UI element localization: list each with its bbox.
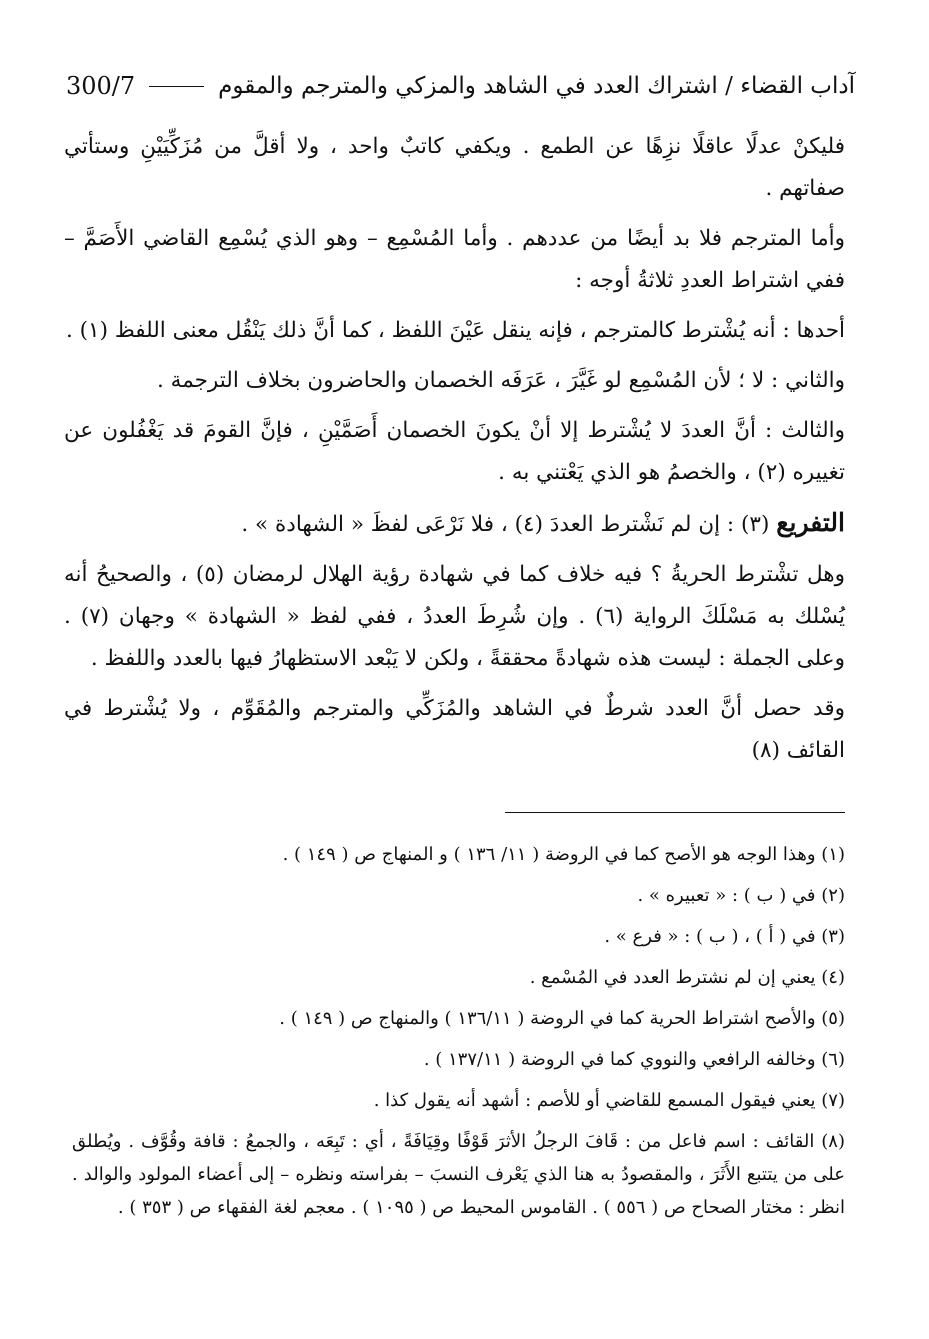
paragraph-4: والثاني : لا ؛ لأن المُسْمِع لو غَيَّرَ ، عَرَفَه الخصمان والحاضرون بخلاف الترجمة . [157, 368, 845, 393]
footnote-6: (٦) وخالفه الرافعي والنووي كما في الروضة ( ١٣٧/١١ ) . [423, 1049, 845, 1070]
paragraph-3: أحدها : أنه يُشْترط كالمترجم ، فإنه ينقل عَيْنَ اللفظ ، كما أنَّ ذلك يَنْقُل معنى اللفظ (١) . [65, 318, 845, 343]
paragraph-8: وقد حصل أنَّ العدد شرطٌ في الشاهد والمُزَكِّي والمترجم والمُقَوِّم ، ولا يُشْترط في القائف (٨) [64, 696, 845, 763]
paragraph-6 [64, 502, 845, 546]
footnote-7: (٧) يعني فيقول المسمع للقاضي أو للأصم : أشهد أنه يقول كذا . [373, 1090, 845, 1111]
paragraph-5: والثالث : أنَّ العددَ لا يُشْترط إلا أنْ يكونَ الخصمان أَصَمَّيْنِ ، فإنَّ القومَ قد يَغْفُلون عن تغييره (٢) ، والخصمُ هو الذي يَعْتني به . [64, 418, 845, 485]
paragraph-2: وأما المترجم فلا بد أيضًا من عددهم . وأما المُسْمِع – وهو الذي يُسْمِع القاضي الأَصَمَّ – ففي اشتراط العددِ ثلاثةُ أوجه : [64, 226, 845, 293]
footnote-8: (٨) القائف : اسم فاعل من : قَافَ الرجلُ الأثرَ قَوْفًا وقِيَافَةً ، أي : تَبِعَه ، والجمعُ : قافة وقُوَّف . ويُطلق على من يتتبع الأَثَرَ ، والمقصودُ به هنا الذي يَعْرف النسبَ – بفراسته ونظره – إلى أعضاء المولود والوالد . انظر : مختار الصحاح ص ( ٥٥٦ ) . القاموس المحيط ص ( ١٠٩٥ ) . معجم لغة الفقهاء ص ( ٣٥٣ ) . [72, 1131, 845, 1218]
running-header [66, 66, 855, 106]
paragraph-1: فليكنْ عدلًا عاقلًا نزِهًا عن الطمع . ويكفي كاتبٌ واحد ، ولا أقلَّ من مُزَكِّيَيْنِ وستأتي صفاتهم . [64, 134, 845, 201]
footnote-1: (١) وهذا الوجه هو الأصح كما في الروضة ( ١١/ ١٣٦ ) و المنهاج ص ( ١٤٩ ) . [282, 844, 845, 865]
page-number: 300/7 [66, 72, 136, 100]
footnote-4: (٤) يعني إن لم نشترط العدد في المُسْمع . [529, 967, 845, 988]
running-title: آداب القضاء / اشتراك العدد في الشاهد والمزكي والمترجم والمقوم [218, 73, 855, 99]
footnote-3: (٣) في ( أ ) ، ( ب ) : « فرع » . [604, 926, 845, 947]
paragraph-6-text: (٣) : إن لم نَشْترط العددَ (٤) ، فلا نَرْعَى لفظَ « الشهادة » . [241, 512, 777, 537]
footnote-5: (٥) والأصح اشتراط الحرية كما في الروضة ( ١٣٦/١١ ) والمنهاج ص ( ١٤٩ ) . [279, 1008, 845, 1029]
header-rule [149, 86, 204, 87]
section-lead-word: التفريع [776, 508, 845, 537]
footnote-2: (٢) في ( ب ) : « تعبيره » . [637, 885, 845, 906]
paragraph-7: وهل تشْترط الحريةُ ؟ فيه خلاف كما في شهادة رؤية الهلال لرمضان (٥) ، والصحيحُ أنه يُسْلك به مَسْلَكَ الرواية (٦) . وإن شُرِطَ العددُ ، ففي لفظ « الشهادة » وجهان (٧) . وعلى الجملة : ليست هذه شهادةً محققةً ، ولكن لا يَبْعد الاستظهارُ فيها بالعدد واللفظ . [64, 562, 845, 671]
footnote-separator [505, 812, 845, 813]
main-text [64, 126, 845, 780]
footnotes [72, 834, 845, 1224]
